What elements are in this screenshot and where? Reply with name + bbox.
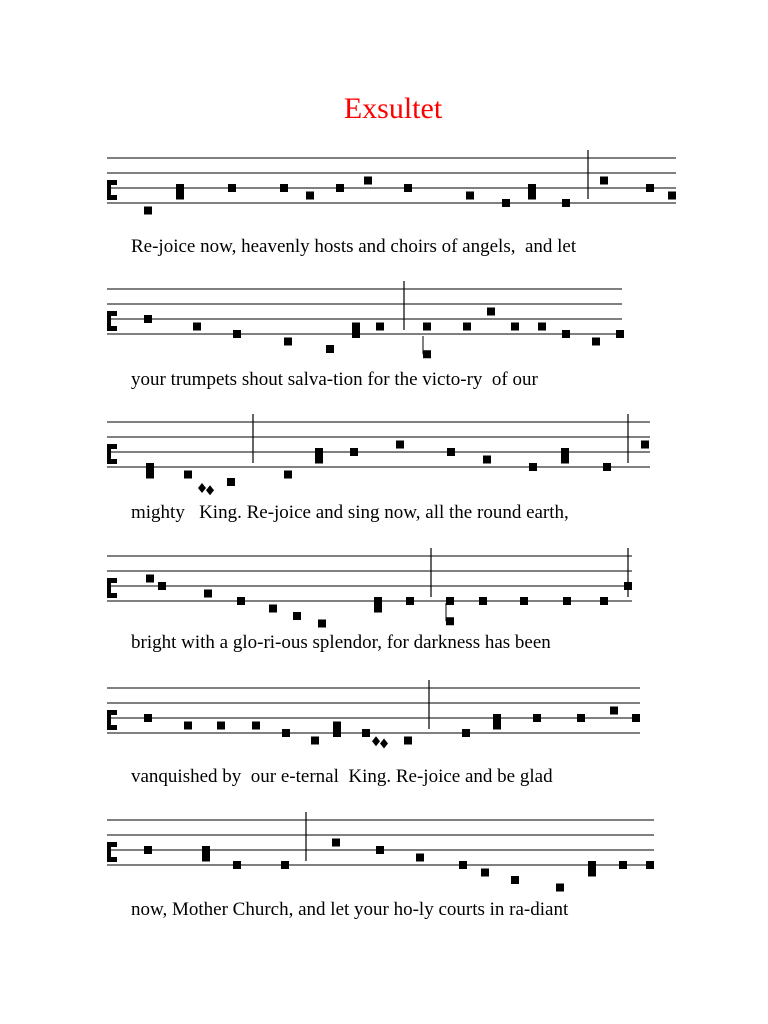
- note-punctum: [396, 441, 404, 449]
- c-clef-icon: [111, 593, 117, 598]
- note-punctum: [193, 323, 201, 331]
- note-punctum: [269, 605, 277, 613]
- note-punctum: [332, 839, 340, 847]
- note-punctum: [237, 597, 245, 605]
- c-clef-icon: [111, 578, 117, 583]
- note-punctum: [202, 846, 210, 854]
- c-clef-icon: [107, 578, 111, 598]
- note-punctum: [306, 192, 314, 200]
- note-punctum: [562, 330, 570, 338]
- note-punctum: [528, 192, 536, 200]
- note-punctum: [646, 861, 654, 869]
- lyric-line-5: vanquished by our e-ternal King. Re-joice and be glad: [131, 766, 553, 787]
- note-punctum: [284, 471, 292, 479]
- note-punctum: [233, 861, 241, 869]
- c-clef-icon: [111, 842, 117, 847]
- note-punctum: [577, 714, 585, 722]
- note-punctum: [446, 597, 454, 605]
- note-punctum: [374, 605, 382, 613]
- note-punctum: [423, 323, 431, 331]
- note-punctum: [600, 177, 608, 185]
- note-punctum: [533, 714, 541, 722]
- note-punctum: [619, 861, 627, 869]
- note-punctum: [529, 463, 537, 471]
- note-punctum: [447, 448, 455, 456]
- note-punctum: [202, 854, 210, 862]
- note-punctum: [588, 869, 596, 877]
- note-punctum: [376, 323, 384, 331]
- note-punctum: [282, 729, 290, 737]
- note-punctum: [561, 448, 569, 456]
- note-punctum: [336, 184, 344, 192]
- note-punctum: [374, 597, 382, 605]
- note-punctum: [146, 463, 154, 471]
- c-clef-icon: [111, 459, 117, 464]
- note-punctum: [466, 192, 474, 200]
- lyric-line-3: mighty King. Re-joice and sing now, all the round earth,: [131, 502, 569, 523]
- note-punctum: [610, 707, 618, 715]
- note-punctum: [293, 612, 301, 620]
- note-punctum: [502, 199, 510, 207]
- note-punctum: [632, 714, 640, 722]
- note-punctum: [144, 846, 152, 854]
- note-punctum: [311, 737, 319, 745]
- note-punctum: [562, 199, 570, 207]
- note-punctum: [462, 729, 470, 737]
- c-clef-icon: [107, 842, 111, 862]
- lyric-line-4: bright with a glo-ri-ous splendor, for darkness has been: [131, 632, 551, 653]
- note-punctum: [588, 861, 596, 869]
- note-punctum: [520, 597, 528, 605]
- note-punctum: [333, 729, 341, 737]
- c-clef-icon: [111, 326, 117, 331]
- note-punctum: [479, 597, 487, 605]
- note-punctum: [511, 323, 519, 331]
- c-clef-icon: [111, 857, 117, 862]
- note-punctum: [333, 722, 341, 730]
- note-diamond: [206, 485, 214, 495]
- note-punctum: [511, 876, 519, 884]
- note-punctum: [362, 729, 370, 737]
- lyric-line-1: Re-joice now, heavenly hosts and choirs of angels, and let: [131, 236, 577, 257]
- note-punctum: [487, 308, 495, 316]
- note-low: [423, 350, 431, 358]
- c-clef-icon: [111, 710, 117, 715]
- note-punctum: [646, 184, 654, 192]
- note-diamond: [198, 483, 206, 493]
- note-punctum: [406, 597, 414, 605]
- c-clef-icon: [107, 180, 111, 200]
- lyric-line-2: your trumpets shout salva-tion for the victo-ry of our: [131, 369, 538, 390]
- note-punctum: [217, 722, 225, 730]
- note-punctum: [227, 478, 235, 486]
- c-clef-icon: [107, 311, 111, 331]
- note-punctum: [252, 722, 260, 730]
- note-diamond: [380, 739, 388, 749]
- note-punctum: [404, 737, 412, 745]
- c-clef-icon: [107, 444, 111, 464]
- note-punctum: [592, 338, 600, 346]
- note-punctum: [600, 597, 608, 605]
- note-punctum: [176, 192, 184, 200]
- note-punctum: [318, 620, 326, 628]
- note-punctum: [144, 207, 152, 215]
- note-punctum: [416, 854, 424, 862]
- c-clef-icon: [111, 311, 117, 316]
- note-punctum: [350, 448, 358, 456]
- note-punctum: [668, 192, 676, 200]
- note-punctum: [404, 184, 412, 192]
- note-punctum: [326, 345, 334, 353]
- note-punctum: [616, 330, 624, 338]
- note-punctum: [144, 714, 152, 722]
- note-punctum: [352, 330, 360, 338]
- note-punctum: [481, 869, 489, 877]
- note-punctum: [146, 575, 154, 583]
- note-punctum: [144, 315, 152, 323]
- c-clef-icon: [111, 444, 117, 449]
- c-clef-icon: [111, 195, 117, 200]
- lyric-line-6: now, Mother Church, and let your ho-ly courts in ra-diant: [131, 899, 569, 920]
- note-low: [446, 617, 454, 625]
- note-punctum: [280, 184, 288, 192]
- note-punctum: [563, 597, 571, 605]
- c-clef-icon: [107, 710, 111, 730]
- note-punctum: [228, 184, 236, 192]
- note-punctum: [493, 714, 501, 722]
- note-punctum: [233, 330, 241, 338]
- note-punctum: [284, 338, 292, 346]
- chant-title: Exsultet: [343, 92, 443, 125]
- c-clef-icon: [111, 725, 117, 730]
- note-punctum: [603, 463, 611, 471]
- note-punctum: [352, 323, 360, 331]
- note-punctum: [184, 471, 192, 479]
- note-punctum: [463, 323, 471, 331]
- note-punctum: [556, 884, 564, 892]
- note-punctum: [204, 590, 212, 598]
- note-punctum: [176, 184, 184, 192]
- note-punctum: [528, 184, 536, 192]
- note-punctum: [281, 861, 289, 869]
- note-punctum: [184, 722, 192, 730]
- note-punctum: [315, 456, 323, 464]
- note-punctum: [459, 861, 467, 869]
- note-punctum: [483, 456, 491, 464]
- note-punctum: [146, 471, 154, 479]
- note-punctum: [493, 722, 501, 730]
- note-diamond: [372, 736, 380, 746]
- note-punctum: [364, 177, 372, 185]
- note-punctum: [538, 323, 546, 331]
- note-punctum: [624, 582, 632, 590]
- note-punctum: [561, 456, 569, 464]
- note-punctum: [315, 448, 323, 456]
- c-clef-icon: [111, 180, 117, 185]
- note-punctum: [641, 441, 649, 449]
- note-punctum: [158, 582, 166, 590]
- note-punctum: [376, 846, 384, 854]
